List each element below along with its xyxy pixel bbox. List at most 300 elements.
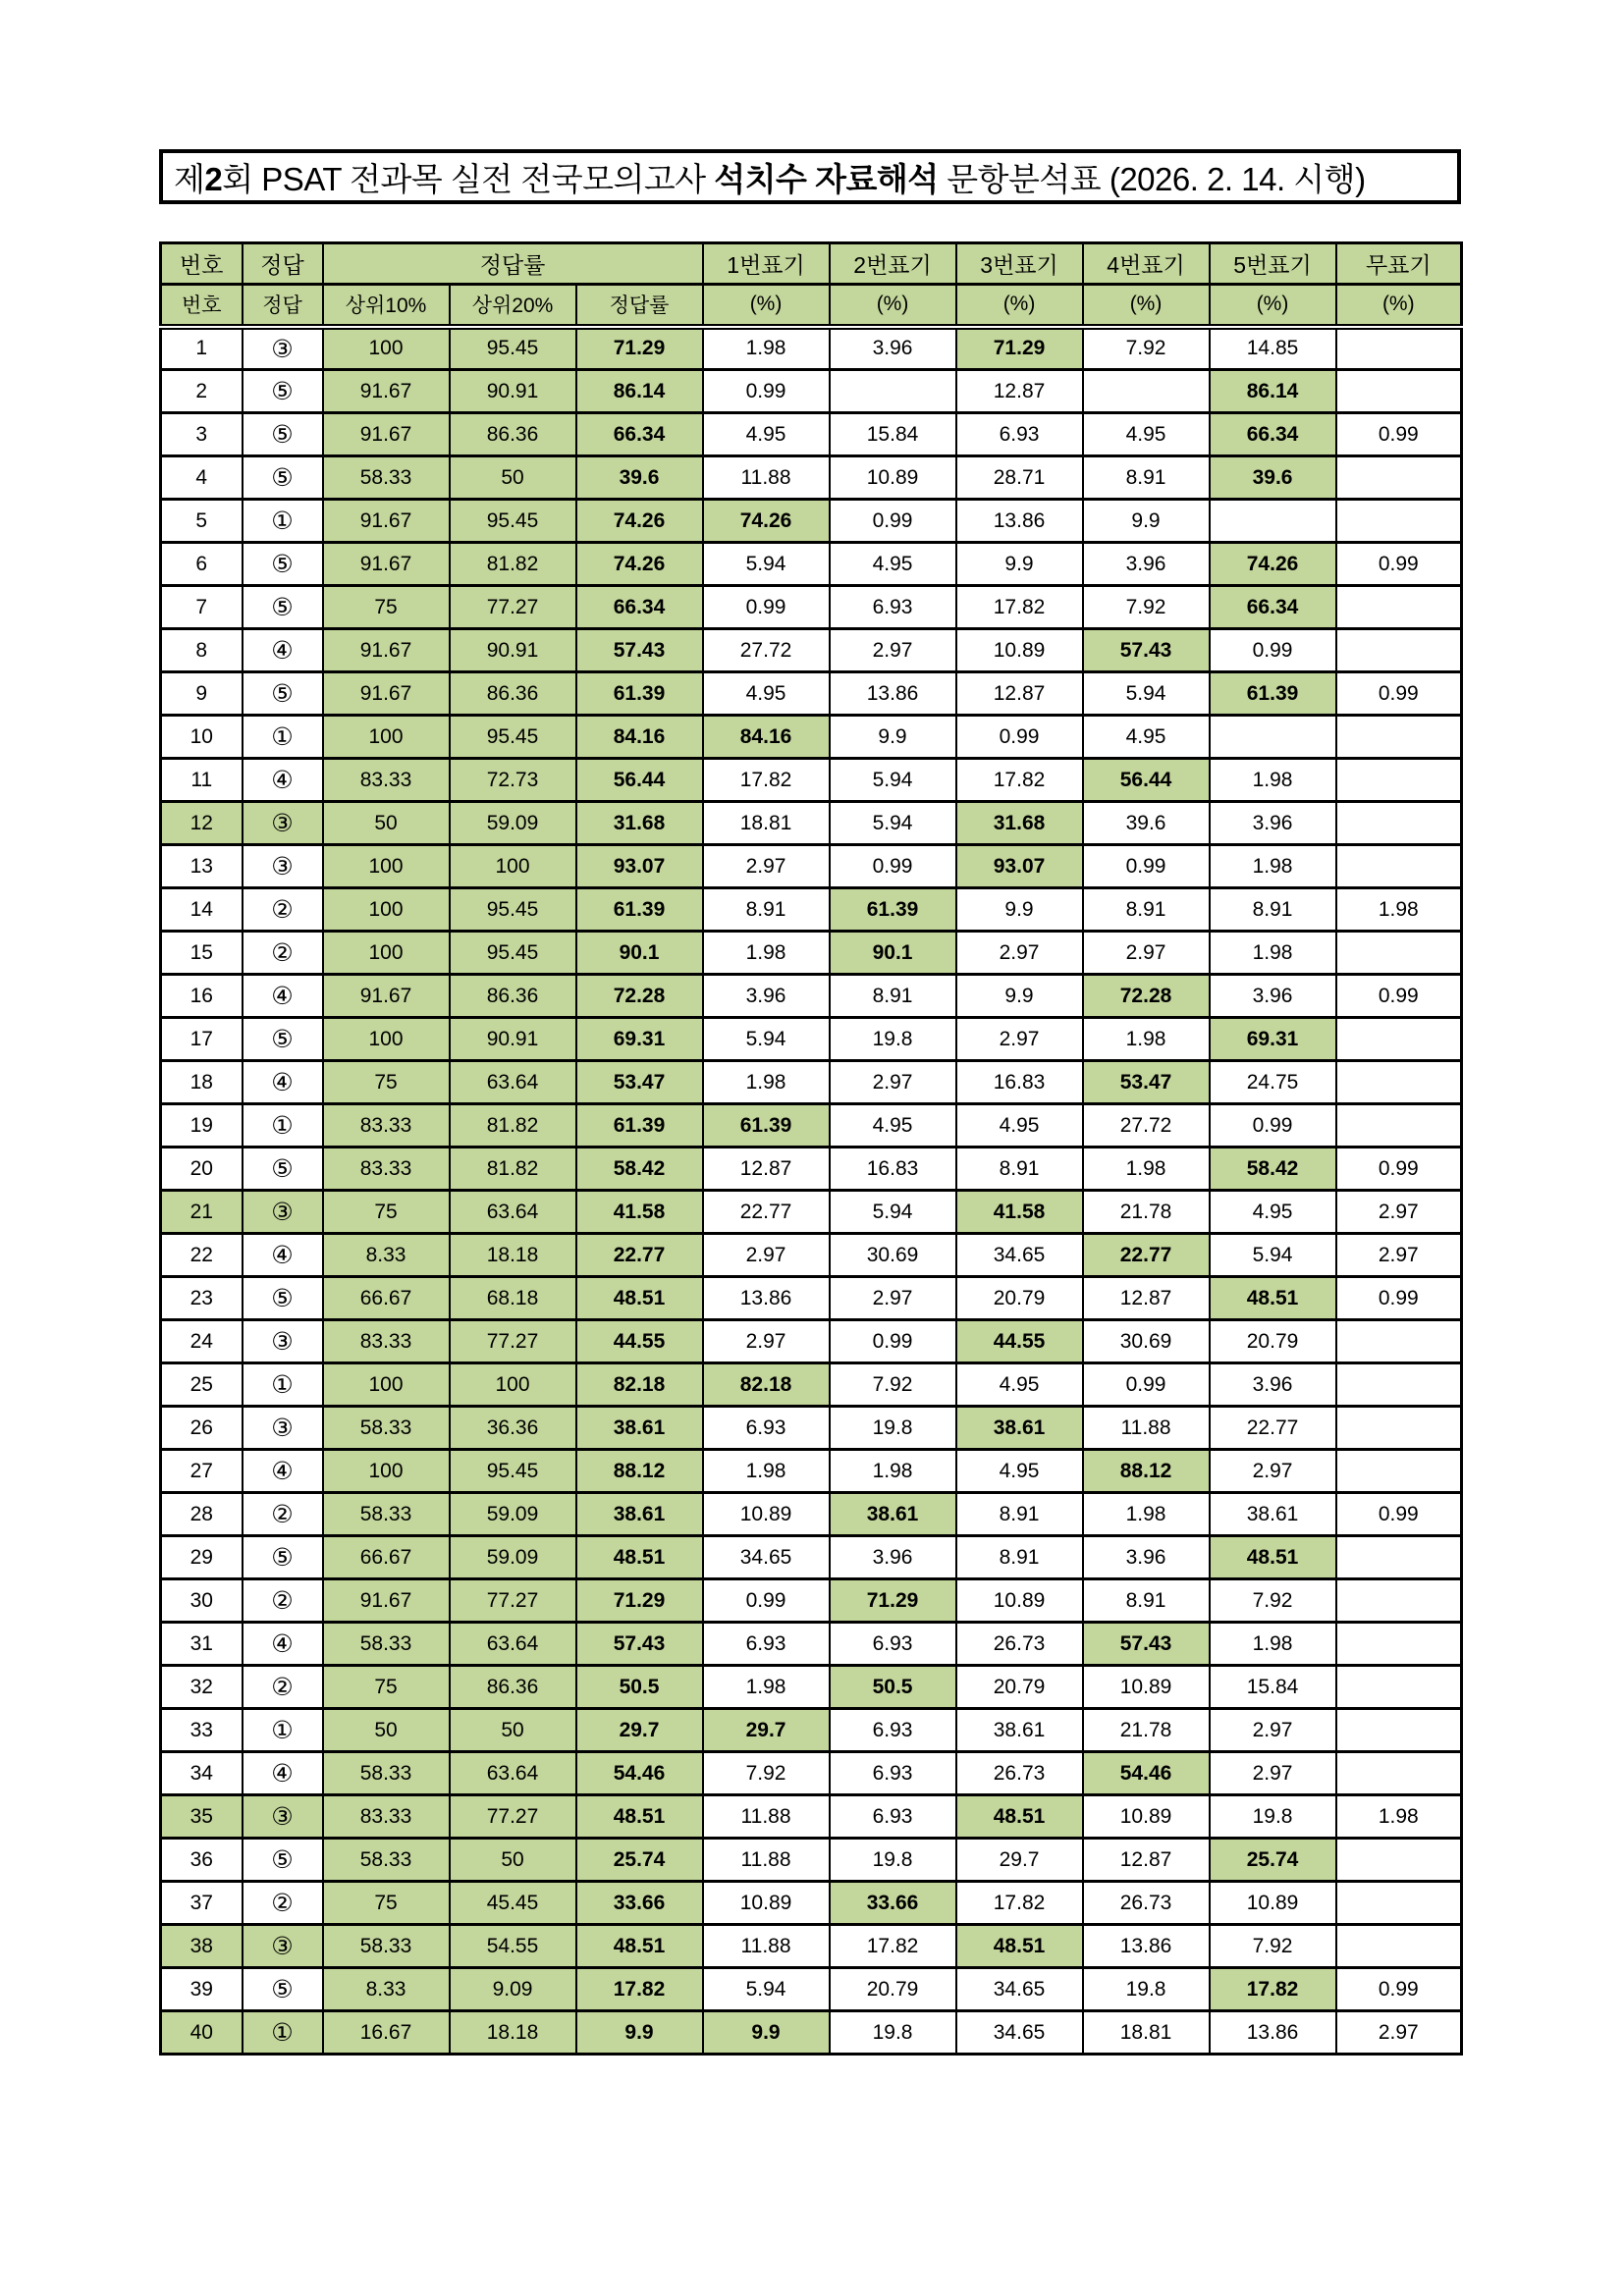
correct-answer-cell: ③ xyxy=(243,1925,323,1968)
no-mark-rate-cell xyxy=(1336,1623,1462,1666)
choice-2-rate-cell: 17.82 xyxy=(830,1925,956,1968)
choice-5-rate-cell: 39.6 xyxy=(1210,456,1336,500)
correct-rate-cell: 84.16 xyxy=(576,716,703,759)
choice-5-rate-cell: 74.26 xyxy=(1210,543,1336,586)
choice-2-rate-cell: 50.5 xyxy=(830,1666,956,1709)
no-mark-rate-cell: 0.99 xyxy=(1336,1277,1462,1320)
correct-rate-cell: 61.39 xyxy=(576,888,703,932)
question-number-cell: 34 xyxy=(161,1752,243,1795)
top20-rate-cell: 63.64 xyxy=(450,1623,576,1666)
question-number-cell: 24 xyxy=(161,1320,243,1363)
correct-rate-cell: 31.68 xyxy=(576,802,703,845)
choice-4-rate-cell: 9.9 xyxy=(1083,500,1210,543)
choice-4-rate-cell: 0.99 xyxy=(1083,845,1210,888)
choice-1-rate-cell: 34.65 xyxy=(703,1536,830,1579)
correct-answer-cell: ① xyxy=(243,1104,323,1148)
correct-answer-cell: ④ xyxy=(243,1623,323,1666)
correct-answer-cell: ④ xyxy=(243,1061,323,1104)
choice-4-rate-cell: 26.73 xyxy=(1083,1882,1210,1925)
choice-3-rate-cell: 34.65 xyxy=(956,1234,1083,1277)
choice-3-rate-cell: 8.91 xyxy=(956,1536,1083,1579)
choice-2-rate-cell: 13.86 xyxy=(830,672,956,716)
question-number-cell: 13 xyxy=(161,845,243,888)
header-choice-4: 4번표기 xyxy=(1083,243,1210,285)
top10-rate-cell: 75 xyxy=(323,1882,450,1925)
correct-rate-cell: 9.9 xyxy=(576,2011,703,2055)
no-mark-rate-cell xyxy=(1336,1882,1462,1925)
choice-1-rate-cell: 6.93 xyxy=(703,1623,830,1666)
no-mark-rate-cell xyxy=(1336,1752,1462,1795)
choice-5-rate-cell: 0.99 xyxy=(1210,1104,1336,1148)
correct-answer-cell: ⑤ xyxy=(243,543,323,586)
doc-title-part: 문항분석표 (2026. 2. 14. 시행) xyxy=(938,160,1366,197)
choice-3-rate-cell: 31.68 xyxy=(956,802,1083,845)
choice-1-rate-cell: 1.98 xyxy=(703,327,830,370)
question-number-cell: 7 xyxy=(161,586,243,629)
no-mark-rate-cell xyxy=(1336,1579,1462,1623)
choice-5-rate-cell: 7.92 xyxy=(1210,1925,1336,1968)
top10-rate-cell: 50 xyxy=(323,802,450,845)
question-row xyxy=(161,802,1462,845)
question-row xyxy=(161,1536,1462,1579)
question-row xyxy=(161,672,1462,716)
top10-rate-cell: 50 xyxy=(323,1709,450,1752)
choice-3-rate-cell: 48.51 xyxy=(956,1795,1083,1839)
question-number-cell: 38 xyxy=(161,1925,243,1968)
no-mark-rate-cell: 1.98 xyxy=(1336,1795,1462,1839)
choice-4-rate-cell: 7.92 xyxy=(1083,586,1210,629)
top20-rate-cell: 77.27 xyxy=(450,1795,576,1839)
top10-rate-cell: 58.33 xyxy=(323,1493,450,1536)
choice-3-rate-cell: 26.73 xyxy=(956,1752,1083,1795)
choice-3-rate-cell: 6.93 xyxy=(956,413,1083,456)
choice-1-rate-cell: 3.96 xyxy=(703,975,830,1018)
choice-3-rate-cell: 93.07 xyxy=(956,845,1083,888)
choice-2-rate-cell: 5.94 xyxy=(830,802,956,845)
top10-rate-cell: 100 xyxy=(323,932,450,975)
top10-rate-cell: 83.33 xyxy=(323,759,450,802)
correct-rate-cell: 38.61 xyxy=(576,1493,703,1536)
choice-4-rate-cell: 10.89 xyxy=(1083,1795,1210,1839)
question-number-cell: 8 xyxy=(161,629,243,672)
choice-1-rate-cell: 82.18 xyxy=(703,1363,830,1407)
choice-2-rate-cell: 6.93 xyxy=(830,1623,956,1666)
choice-1-rate-cell: 13.86 xyxy=(703,1277,830,1320)
header-choice-3: 3번표기 xyxy=(956,243,1083,285)
doc-title-bold-part: 석치수 자료해석 xyxy=(714,160,939,197)
choice-5-rate-cell: 3.96 xyxy=(1210,1363,1336,1407)
table-body xyxy=(161,327,1462,2055)
choice-4-rate-cell: 11.88 xyxy=(1083,1407,1210,1450)
top20-rate-cell: 95.45 xyxy=(450,888,576,932)
correct-answer-cell: ⑤ xyxy=(243,413,323,456)
choice-4-rate-cell: 8.91 xyxy=(1083,456,1210,500)
choice-2-rate-cell: 0.99 xyxy=(830,1320,956,1363)
question-row xyxy=(161,370,1462,413)
top20-rate-cell: 86.36 xyxy=(450,672,576,716)
top20-rate-cell: 86.36 xyxy=(450,1666,576,1709)
top20-rate-cell: 59.09 xyxy=(450,802,576,845)
doc-title xyxy=(174,154,1366,200)
no-mark-rate-cell xyxy=(1336,1018,1462,1061)
top10-rate-cell: 100 xyxy=(323,1018,450,1061)
top20-rate-cell: 63.64 xyxy=(450,1191,576,1234)
choice-5-rate-cell: 24.75 xyxy=(1210,1061,1336,1104)
correct-answer-cell: ② xyxy=(243,1493,323,1536)
choice-2-rate-cell: 38.61 xyxy=(830,1493,956,1536)
question-number-cell: 25 xyxy=(161,1363,243,1407)
correct-rate-cell: 71.29 xyxy=(576,327,703,370)
choice-5-rate-cell: 2.97 xyxy=(1210,1450,1336,1493)
correct-rate-cell: 57.43 xyxy=(576,1623,703,1666)
choice-5-rate-cell: 38.61 xyxy=(1210,1493,1336,1536)
no-mark-rate-cell xyxy=(1336,1839,1462,1882)
question-number-cell: 40 xyxy=(161,2011,243,2055)
correct-rate-cell: 44.55 xyxy=(576,1320,703,1363)
choice-3-rate-cell: 0.99 xyxy=(956,716,1083,759)
no-mark-rate-cell: 2.97 xyxy=(1336,1191,1462,1234)
subheader-pct-none: (%) xyxy=(1336,285,1462,327)
no-mark-rate-cell xyxy=(1336,1536,1462,1579)
no-mark-rate-cell xyxy=(1336,802,1462,845)
choice-4-rate-cell: 8.91 xyxy=(1083,1579,1210,1623)
correct-answer-cell: ③ xyxy=(243,1407,323,1450)
question-number-cell: 6 xyxy=(161,543,243,586)
choice-3-rate-cell: 26.73 xyxy=(956,1623,1083,1666)
choice-2-rate-cell: 5.94 xyxy=(830,1191,956,1234)
choice-2-rate-cell: 61.39 xyxy=(830,888,956,932)
correct-answer-cell: ④ xyxy=(243,759,323,802)
top10-rate-cell: 58.33 xyxy=(323,1623,450,1666)
no-mark-rate-cell xyxy=(1336,1407,1462,1450)
choice-1-rate-cell: 0.99 xyxy=(703,1579,830,1623)
top10-rate-cell: 91.67 xyxy=(323,413,450,456)
choice-1-rate-cell: 1.98 xyxy=(703,1450,830,1493)
top10-rate-cell: 100 xyxy=(323,327,450,370)
subheader-top20: 상위20% xyxy=(450,285,576,327)
correct-answer-cell: ① xyxy=(243,1363,323,1407)
choice-4-rate-cell: 72.28 xyxy=(1083,975,1210,1018)
choice-2-rate-cell: 19.8 xyxy=(830,1839,956,1882)
correct-answer-cell: ② xyxy=(243,1666,323,1709)
choice-1-rate-cell: 11.88 xyxy=(703,1795,830,1839)
choice-1-rate-cell: 5.94 xyxy=(703,1968,830,2011)
choice-2-rate-cell: 15.84 xyxy=(830,413,956,456)
question-number-cell: 10 xyxy=(161,716,243,759)
choice-5-rate-cell: 3.96 xyxy=(1210,802,1336,845)
top20-rate-cell: 77.27 xyxy=(450,586,576,629)
choice-4-rate-cell: 88.12 xyxy=(1083,1450,1210,1493)
question-row xyxy=(161,975,1462,1018)
choice-2-rate-cell: 2.97 xyxy=(830,1277,956,1320)
choice-1-rate-cell: 0.99 xyxy=(703,370,830,413)
top10-rate-cell: 75 xyxy=(323,1061,450,1104)
question-row xyxy=(161,759,1462,802)
no-mark-rate-cell: 0.99 xyxy=(1336,672,1462,716)
choice-3-rate-cell: 13.86 xyxy=(956,500,1083,543)
top20-rate-cell: 63.64 xyxy=(450,1752,576,1795)
choice-3-rate-cell: 12.87 xyxy=(956,370,1083,413)
choice-3-rate-cell: 4.95 xyxy=(956,1104,1083,1148)
question-number-cell: 39 xyxy=(161,1968,243,2011)
choice-5-rate-cell: 8.91 xyxy=(1210,888,1336,932)
choice-5-rate-cell: 61.39 xyxy=(1210,672,1336,716)
subheader-pct-2: (%) xyxy=(830,285,956,327)
question-number-cell: 26 xyxy=(161,1407,243,1450)
choice-5-rate-cell: 48.51 xyxy=(1210,1536,1336,1579)
correct-answer-cell: ⑤ xyxy=(243,1839,323,1882)
choice-4-rate-cell: 5.94 xyxy=(1083,672,1210,716)
choice-1-rate-cell: 1.98 xyxy=(703,1061,830,1104)
no-mark-rate-cell xyxy=(1336,1320,1462,1363)
header-answer: 정답 xyxy=(243,243,323,285)
top20-rate-cell: 18.18 xyxy=(450,2011,576,2055)
question-number-cell: 28 xyxy=(161,1493,243,1536)
no-mark-rate-cell xyxy=(1336,370,1462,413)
choice-3-rate-cell: 8.91 xyxy=(956,1148,1083,1191)
choice-4-rate-cell: 4.95 xyxy=(1083,716,1210,759)
choice-4-rate-cell: 54.46 xyxy=(1083,1752,1210,1795)
correct-rate-cell: 25.74 xyxy=(576,1839,703,1882)
correct-answer-cell: ③ xyxy=(243,327,323,370)
question-row xyxy=(161,327,1462,370)
top20-rate-cell: 50 xyxy=(450,1709,576,1752)
top20-rate-cell: 18.18 xyxy=(450,1234,576,1277)
question-row xyxy=(161,1191,1462,1234)
choice-5-rate-cell: 48.51 xyxy=(1210,1277,1336,1320)
question-row xyxy=(161,1493,1462,1536)
choice-5-rate-cell: 15.84 xyxy=(1210,1666,1336,1709)
title-box xyxy=(159,149,1461,204)
choice-1-rate-cell: 7.92 xyxy=(703,1752,830,1795)
choice-4-rate-cell: 10.89 xyxy=(1083,1666,1210,1709)
choice-5-rate-cell: 13.86 xyxy=(1210,2011,1336,2055)
choice-3-rate-cell: 8.91 xyxy=(956,1493,1083,1536)
question-number-cell: 9 xyxy=(161,672,243,716)
choice-3-rate-cell: 29.7 xyxy=(956,1839,1083,1882)
top20-rate-cell: 54.55 xyxy=(450,1925,576,1968)
question-row xyxy=(161,1925,1462,1968)
choice-5-rate-cell: 4.95 xyxy=(1210,1191,1336,1234)
choice-1-rate-cell: 61.39 xyxy=(703,1104,830,1148)
choice-2-rate-cell: 8.91 xyxy=(830,975,956,1018)
top10-rate-cell: 83.33 xyxy=(323,1148,450,1191)
choice-2-rate-cell: 71.29 xyxy=(830,1579,956,1623)
correct-rate-cell: 57.43 xyxy=(576,629,703,672)
top20-rate-cell: 86.36 xyxy=(450,975,576,1018)
choice-4-rate-cell: 21.78 xyxy=(1083,1191,1210,1234)
question-number-cell: 20 xyxy=(161,1148,243,1191)
question-row xyxy=(161,629,1462,672)
top10-rate-cell: 83.33 xyxy=(323,1104,450,1148)
top10-rate-cell: 100 xyxy=(323,1450,450,1493)
choice-5-rate-cell: 7.92 xyxy=(1210,1579,1336,1623)
choice-2-rate-cell: 19.8 xyxy=(830,1407,956,1450)
correct-rate-cell: 22.77 xyxy=(576,1234,703,1277)
choice-4-rate-cell xyxy=(1083,370,1210,413)
header-row-main xyxy=(161,243,1462,285)
correct-rate-cell: 48.51 xyxy=(576,1536,703,1579)
choice-4-rate-cell: 53.47 xyxy=(1083,1061,1210,1104)
no-mark-rate-cell: 2.97 xyxy=(1336,2011,1462,2055)
question-number-cell: 35 xyxy=(161,1795,243,1839)
no-mark-rate-cell xyxy=(1336,716,1462,759)
correct-rate-cell: 61.39 xyxy=(576,1104,703,1148)
top20-rate-cell: 81.82 xyxy=(450,1104,576,1148)
top10-rate-cell: 66.67 xyxy=(323,1277,450,1320)
top20-rate-cell: 90.91 xyxy=(450,370,576,413)
top10-rate-cell: 58.33 xyxy=(323,1407,450,1450)
choice-2-rate-cell: 0.99 xyxy=(830,845,956,888)
choice-2-rate-cell: 10.89 xyxy=(830,456,956,500)
top20-rate-cell: 59.09 xyxy=(450,1493,576,1536)
question-number-cell: 2 xyxy=(161,370,243,413)
no-mark-rate-cell: 0.99 xyxy=(1336,543,1462,586)
no-mark-rate-cell: 1.98 xyxy=(1336,888,1462,932)
question-number-cell: 17 xyxy=(161,1018,243,1061)
top20-rate-cell: 81.82 xyxy=(450,1148,576,1191)
no-mark-rate-cell xyxy=(1336,586,1462,629)
choice-2-rate-cell: 19.8 xyxy=(830,1018,956,1061)
choice-1-rate-cell: 2.97 xyxy=(703,1234,830,1277)
choice-1-rate-cell: 8.91 xyxy=(703,888,830,932)
no-mark-rate-cell xyxy=(1336,1450,1462,1493)
question-row xyxy=(161,888,1462,932)
question-number-cell: 37 xyxy=(161,1882,243,1925)
choice-1-rate-cell: 10.89 xyxy=(703,1882,830,1925)
question-row xyxy=(161,1061,1462,1104)
correct-rate-cell: 82.18 xyxy=(576,1363,703,1407)
question-number-cell: 29 xyxy=(161,1536,243,1579)
choice-2-rate-cell: 20.79 xyxy=(830,1968,956,2011)
choice-2-rate-cell xyxy=(830,370,956,413)
question-row xyxy=(161,1709,1462,1752)
correct-answer-cell: ② xyxy=(243,932,323,975)
top10-rate-cell: 75 xyxy=(323,1666,450,1709)
question-row xyxy=(161,1795,1462,1839)
correct-answer-cell: ⑤ xyxy=(243,672,323,716)
choice-1-rate-cell: 4.95 xyxy=(703,413,830,456)
question-row xyxy=(161,845,1462,888)
top20-rate-cell: 68.18 xyxy=(450,1277,576,1320)
no-mark-rate-cell: 0.99 xyxy=(1336,1968,1462,2011)
correct-answer-cell: ① xyxy=(243,2011,323,2055)
question-number-cell: 32 xyxy=(161,1666,243,1709)
top20-rate-cell: 95.45 xyxy=(450,932,576,975)
question-number-cell: 27 xyxy=(161,1450,243,1493)
question-row xyxy=(161,413,1462,456)
choice-2-rate-cell: 1.98 xyxy=(830,1450,956,1493)
question-row xyxy=(161,500,1462,543)
correct-answer-cell: ② xyxy=(243,1882,323,1925)
top10-rate-cell: 8.33 xyxy=(323,1968,450,2011)
question-row xyxy=(161,1277,1462,1320)
choice-2-rate-cell: 6.93 xyxy=(830,1709,956,1752)
correct-answer-cell: ⑤ xyxy=(243,1968,323,2011)
correct-rate-cell: 71.29 xyxy=(576,1579,703,1623)
question-number-cell: 36 xyxy=(161,1839,243,1882)
correct-rate-cell: 58.42 xyxy=(576,1148,703,1191)
correct-rate-cell: 48.51 xyxy=(576,1795,703,1839)
choice-5-rate-cell: 1.98 xyxy=(1210,932,1336,975)
choice-1-rate-cell: 11.88 xyxy=(703,456,830,500)
correct-answer-cell: ④ xyxy=(243,975,323,1018)
question-number-cell: 14 xyxy=(161,888,243,932)
correct-rate-cell: 50.5 xyxy=(576,1666,703,1709)
correct-answer-cell: ⑤ xyxy=(243,1148,323,1191)
no-mark-rate-cell xyxy=(1336,759,1462,802)
choice-5-rate-cell: 25.74 xyxy=(1210,1839,1336,1882)
question-number-cell: 19 xyxy=(161,1104,243,1148)
choice-3-rate-cell: 41.58 xyxy=(956,1191,1083,1234)
choice-5-rate-cell: 58.42 xyxy=(1210,1148,1336,1191)
choice-2-rate-cell: 33.66 xyxy=(830,1882,956,1925)
choice-4-rate-cell: 19.8 xyxy=(1083,1968,1210,2011)
choice-3-rate-cell: 9.9 xyxy=(956,888,1083,932)
top10-rate-cell: 58.33 xyxy=(323,1925,450,1968)
question-row xyxy=(161,932,1462,975)
correct-rate-cell: 61.39 xyxy=(576,672,703,716)
choice-1-rate-cell: 18.81 xyxy=(703,802,830,845)
choice-4-rate-cell: 13.86 xyxy=(1083,1925,1210,1968)
question-number-cell: 3 xyxy=(161,413,243,456)
correct-answer-cell: ④ xyxy=(243,629,323,672)
question-number-cell: 33 xyxy=(161,1709,243,1752)
question-row xyxy=(161,1234,1462,1277)
choice-3-rate-cell: 34.65 xyxy=(956,2011,1083,2055)
question-number-cell: 31 xyxy=(161,1623,243,1666)
choice-5-rate-cell: 5.94 xyxy=(1210,1234,1336,1277)
header-number: 번호 xyxy=(161,243,243,285)
choice-1-rate-cell: 1.98 xyxy=(703,1666,830,1709)
choice-5-rate-cell: 1.98 xyxy=(1210,1623,1336,1666)
subheader-pct-1: (%) xyxy=(703,285,830,327)
question-row xyxy=(161,716,1462,759)
top20-rate-cell: 95.45 xyxy=(450,716,576,759)
choice-1-rate-cell: 84.16 xyxy=(703,716,830,759)
choice-4-rate-cell: 1.98 xyxy=(1083,1018,1210,1061)
choice-1-rate-cell: 29.7 xyxy=(703,1709,830,1752)
correct-rate-cell: 90.1 xyxy=(576,932,703,975)
correct-rate-cell: 72.28 xyxy=(576,975,703,1018)
choice-3-rate-cell: 4.95 xyxy=(956,1363,1083,1407)
choice-2-rate-cell: 19.8 xyxy=(830,2011,956,2055)
no-mark-rate-cell xyxy=(1336,1104,1462,1148)
choice-2-rate-cell: 5.94 xyxy=(830,759,956,802)
top10-rate-cell: 91.67 xyxy=(323,370,450,413)
correct-rate-cell: 93.07 xyxy=(576,845,703,888)
no-mark-rate-cell xyxy=(1336,1666,1462,1709)
choice-4-rate-cell: 7.92 xyxy=(1083,327,1210,370)
subheader-answer: 정답 xyxy=(243,285,323,327)
choice-4-rate-cell: 8.91 xyxy=(1083,888,1210,932)
choice-1-rate-cell: 5.94 xyxy=(703,1018,830,1061)
correct-answer-cell: ③ xyxy=(243,1320,323,1363)
no-mark-rate-cell xyxy=(1336,1709,1462,1752)
choice-1-rate-cell: 0.99 xyxy=(703,586,830,629)
no-mark-rate-cell xyxy=(1336,845,1462,888)
choice-3-rate-cell: 38.61 xyxy=(956,1407,1083,1450)
choice-4-rate-cell: 4.95 xyxy=(1083,413,1210,456)
question-number-cell: 11 xyxy=(161,759,243,802)
choice-1-rate-cell: 1.98 xyxy=(703,932,830,975)
top10-rate-cell: 75 xyxy=(323,586,450,629)
choice-5-rate-cell: 14.85 xyxy=(1210,327,1336,370)
question-number-cell: 18 xyxy=(161,1061,243,1104)
correct-answer-cell: ⑤ xyxy=(243,1277,323,1320)
question-row xyxy=(161,1579,1462,1623)
choice-4-rate-cell: 12.87 xyxy=(1083,1277,1210,1320)
